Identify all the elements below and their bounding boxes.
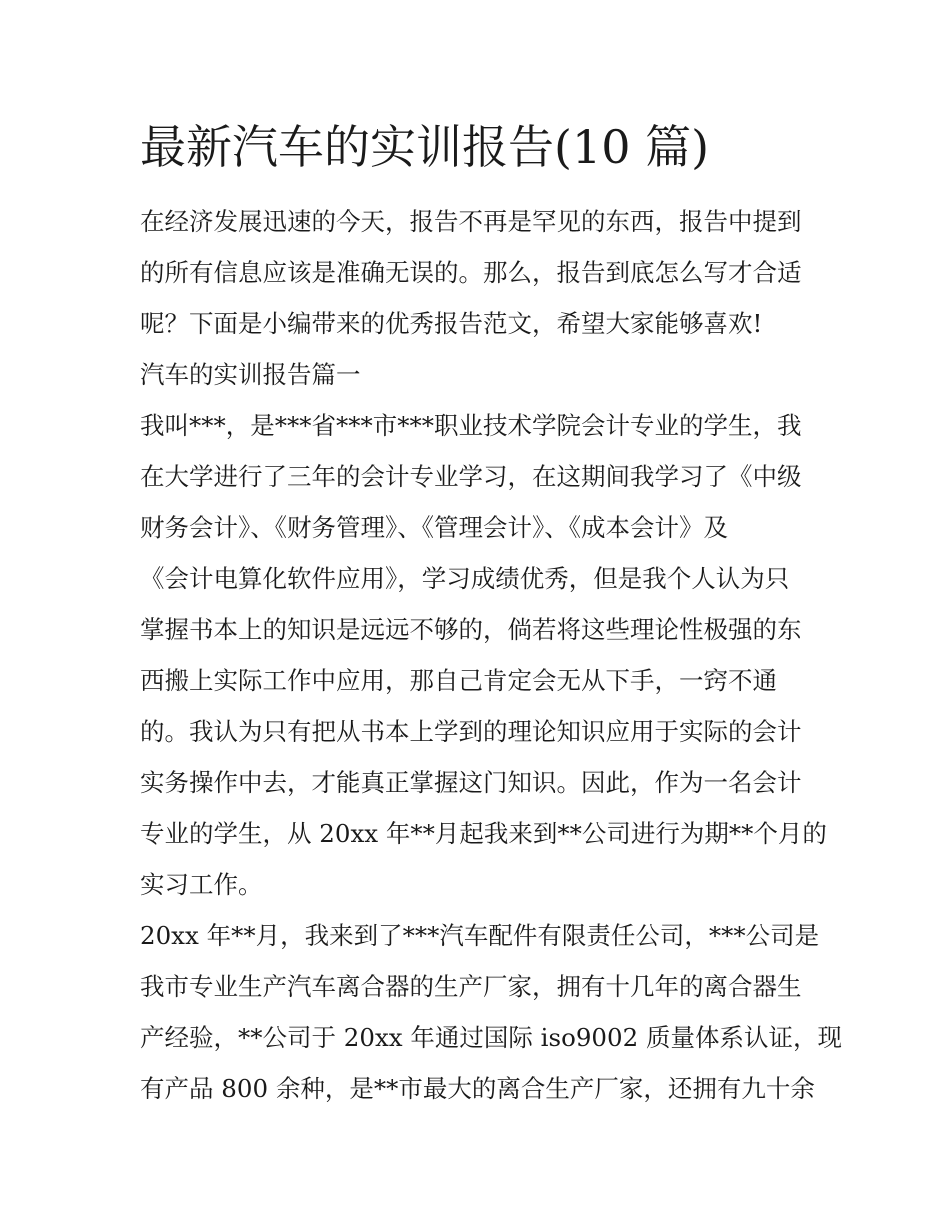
text-line: 产经验，**公司于 20xx 年通过国际 iso9002 质量体系认证，现: [140, 1023, 842, 1052]
document-title: 最新汽车的实训报告(10 篇): [140, 120, 710, 174]
text-line: 专业的学生，从 20xx 年**月起我来到**公司进行为期**个月的: [140, 819, 827, 848]
text-line: 呢？下面是小编带来的优秀报告范文，希望大家能够喜欢!: [140, 309, 763, 338]
text-line: 有产品 800 余种，是**市最大的离合生产厂家，还拥有九十余: [140, 1074, 815, 1103]
text-line: 实习工作。: [140, 870, 263, 899]
text-line: 我市专业生产汽车离合器的生产厂家，拥有十几年的离合器生: [140, 972, 802, 1001]
section-heading: 汽车的实训报告篇一: [140, 360, 361, 389]
text-line: 财务会计》、《财务管理》、《管理会计》、《成本会计》及: [140, 513, 728, 542]
text-line: 的。我认为只有把从书本上学到的理论知识应用于实际的会计: [140, 717, 802, 746]
text-line: 的所有信息应该是准确无误的。那么，报告到底怎么写才合适: [140, 258, 802, 287]
text-line: 我叫***，是***省***市***职业技术学院会计专业的学生，我: [140, 411, 802, 440]
text-line: 在大学进行了三年的会计专业学习，在这期间我学习了《中级: [140, 462, 802, 491]
text-line: 《会计电算化软件应用》，学习成绩优秀，但是我个人认为只: [140, 564, 790, 593]
text-line: 在经济发展迅速的今天，报告不再是罕见的东西，报告中提到: [140, 207, 802, 236]
text-line: 实务操作中去，才能真正掌握这门知识。因此，作为一名会计: [140, 768, 802, 797]
document-body: [140, 196, 842, 1114]
text-line: 20xx 年**月，我来到了***汽车配件有限责任公司，***公司是: [140, 921, 820, 950]
text-line: 西搬上实际工作中应用，那自己肯定会无从下手，一窍不通: [140, 666, 777, 695]
text-line: 掌握书本上的知识是远远不够的，倘若将这些理论性极强的东: [140, 615, 802, 644]
